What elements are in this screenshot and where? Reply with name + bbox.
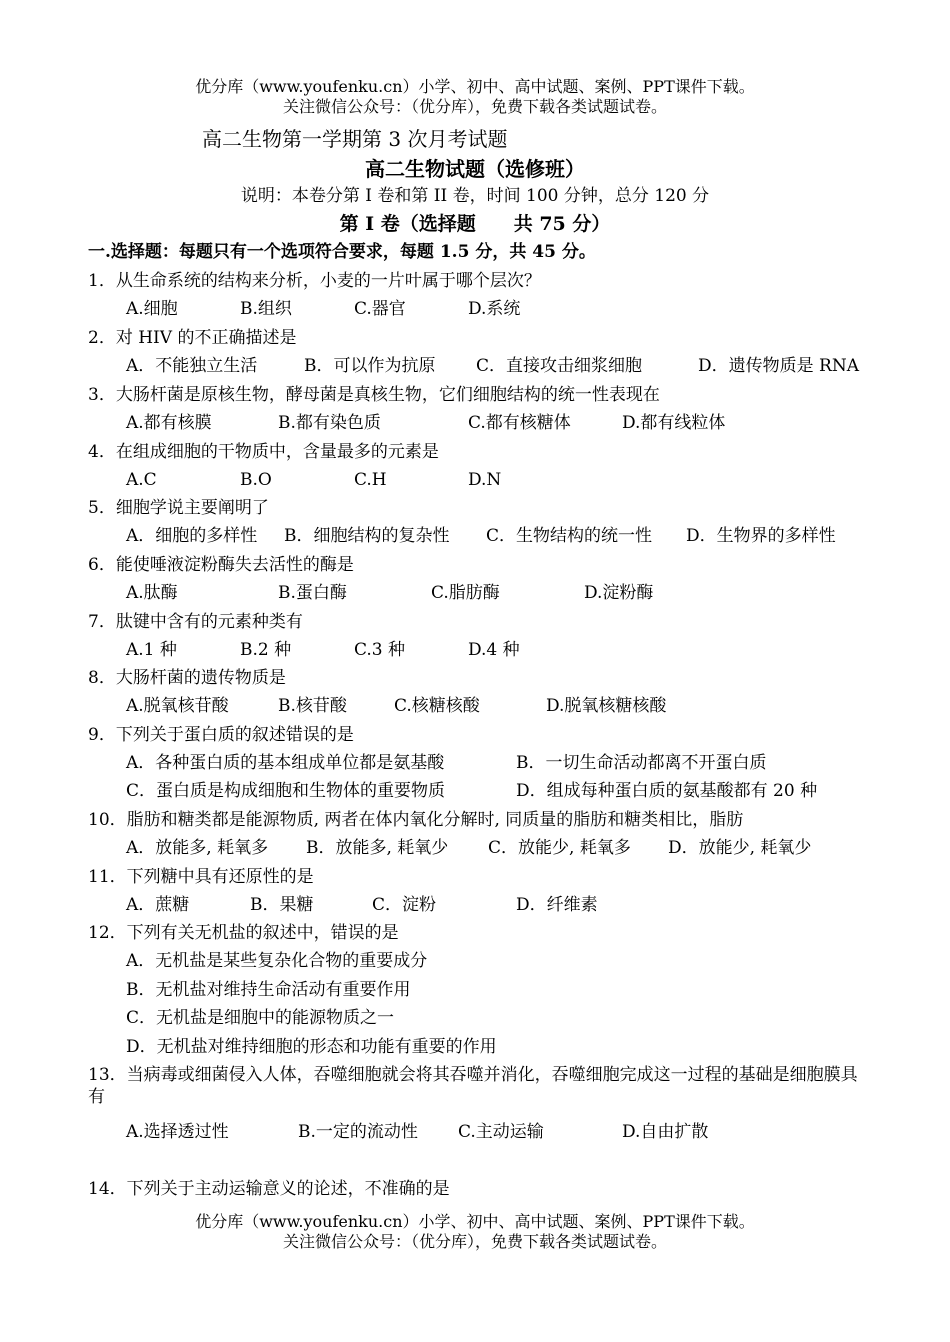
section-heading: 一.选择题：每题只有一个选项符合要求，每题 1.5 分，共 45 分。 <box>88 242 596 262</box>
part-heading: 第 I 卷（选择题 共 75 分） <box>339 213 611 235</box>
option-a: A.C <box>126 470 157 490</box>
option-c: C.主动运输 <box>458 1122 544 1142</box>
option-c: C.H <box>354 470 387 490</box>
question-8-stem: 8．大肠杆菌的遗传物质是 <box>88 668 286 688</box>
option-b: B．一切生命活动都离不开蛋白质 <box>516 753 767 773</box>
option-c: C．放能少, 耗氧多 <box>488 838 631 858</box>
option-b: B.2 种 <box>240 640 292 660</box>
question-12-stem: 12．下列有关无机盐的叙述中，错误的是 <box>88 923 399 943</box>
option-a: A.都有核膜 <box>126 413 212 433</box>
option-d: D．无机盐对维持细胞的形态和功能有重要的作用 <box>126 1037 497 1057</box>
option-a: A.肽酶 <box>126 583 178 603</box>
option-c: C．生物结构的统一性 <box>486 526 653 546</box>
option-a: A.脱氧核苷酸 <box>126 696 229 716</box>
option-c: C.器官 <box>354 299 406 319</box>
option-d: D．组成每种蛋白质的氨基酸都有 20 种 <box>516 781 818 801</box>
option-b: B．放能多, 耗氧少 <box>306 838 449 858</box>
option-b: B.O <box>240 470 272 490</box>
question-11-stem: 11．下列糖中具有还原性的是 <box>88 867 314 887</box>
option-c: C．直接攻击细浆细胞 <box>476 356 643 376</box>
question-7-stem: 7．肽键中含有的元素种类有 <box>88 612 303 632</box>
option-b: B.都有染色质 <box>278 413 381 433</box>
question-9-stem: 9．下列关于蛋白质的叙述错误的是 <box>88 725 354 745</box>
option-d: D.4 种 <box>468 640 520 660</box>
option-d: D.系统 <box>468 299 521 319</box>
option-c: C.3 种 <box>354 640 406 660</box>
option-d: D．放能少, 耗氧少 <box>668 838 812 858</box>
option-a: A．各种蛋白质的基本组成单位都是氨基酸 <box>126 753 445 773</box>
option-d: D．遗传物质是 RNA <box>698 356 859 376</box>
option-d: D.自由扩散 <box>622 1122 709 1142</box>
option-c: C.脂肪酶 <box>431 583 500 603</box>
option-b: B.核苷酸 <box>278 696 347 716</box>
exam-instructions: 说明：本卷分第 I 卷和第 II 卷，时间 100 分钟，总分 120 分 <box>240 186 710 206</box>
option-b: B．无机盐对维持生命活动有重要作用 <box>126 980 411 1000</box>
option-a: A．细胞的多样性 <box>126 526 258 546</box>
question-10-stem: 10．脂肪和糖类都是能源物质, 两者在体内氧化分解时, 同质量的脂肪和糖类相比，脂肪 <box>88 810 744 830</box>
option-b: B.组织 <box>240 299 292 319</box>
option-b: B.一定的流动性 <box>298 1122 418 1142</box>
exam-subtitle: 高二生物试题（选修班） <box>365 157 585 181</box>
option-c: C．蛋白质是构成细胞和生物体的重要物质 <box>126 781 446 801</box>
option-d: D．生物界的多样性 <box>686 526 836 546</box>
footer-line-2: 关注微信公众号：（优分库），免费下载各类试题试卷。 <box>282 1232 667 1251</box>
question-6-stem: 6．能使唾液淀粉酶失去活性的酶是 <box>88 555 354 575</box>
option-a: A．放能多, 耗氧多 <box>126 838 269 858</box>
option-b: B．果糖 <box>250 895 314 915</box>
question-4-stem: 4．在组成细胞的干物质中，含量最多的元素是 <box>88 442 439 462</box>
header-line-1: 优分库（www.youfenku.cn）小学、初中、高中试题、案例、PPT课件下载。 <box>195 77 755 96</box>
option-b: B.蛋白酶 <box>278 583 347 603</box>
option-d: D.淀粉酶 <box>584 583 654 603</box>
option-a: A.1 种 <box>126 640 177 660</box>
question-1-stem: 1．从生命系统的结构来分析，小麦的一片叶属于哪个层次？ <box>88 271 541 291</box>
option-c: C.都有核糖体 <box>468 413 571 433</box>
option-b: B．细胞结构的复杂性 <box>284 526 450 546</box>
header-line-2: 关注微信公众号：（优分库），免费下载各类试题试卷。 <box>282 97 667 116</box>
option-c: C.核糖核酸 <box>394 696 480 716</box>
option-d: D.N <box>468 470 502 490</box>
option-a: A．无机盐是某些复杂化合物的重要成分 <box>126 951 428 971</box>
option-d: D.脱氧核糖核酸 <box>546 696 667 716</box>
question-5-stem: 5．细胞学说主要阐明了 <box>88 498 269 518</box>
question-14-stem: 14．下列关于主动运输意义的论述，不准确的是 <box>88 1179 450 1199</box>
footer-line-1: 优分库（www.youfenku.cn）小学、初中、高中试题、案例、PPT课件下载。 <box>195 1212 755 1231</box>
option-a: A.细胞 <box>126 299 178 319</box>
option-b: B．可以作为抗原 <box>304 356 436 376</box>
option-a: A．不能独立生活 <box>126 356 258 376</box>
option-c: C．无机盐是细胞中的能源物质之一 <box>126 1008 395 1028</box>
option-c: C．淀粉 <box>372 895 437 915</box>
question-3-stem: 3．大肠杆菌是原核生物，酵母菌是真核生物，它们细胞结构的统一性表现在 <box>88 385 660 405</box>
question-2-stem: 2．对 HIV 的不正确描述是 <box>88 328 297 348</box>
exam-title: 高二生物第一学期第 3 次月考试题 <box>202 127 508 151</box>
option-a: A.选择透过性 <box>126 1122 229 1142</box>
option-a: A．蔗糖 <box>126 895 190 915</box>
option-d: D．纤维素 <box>516 895 598 915</box>
question-13-stem: 13．当病毒或细菌侵入人体，吞噬细胞就会将其吞噬并消化，吞噬细胞完成这一过程的基础是细胞膜具有 <box>88 1065 858 1107</box>
option-d: D.都有线粒体 <box>622 413 726 433</box>
